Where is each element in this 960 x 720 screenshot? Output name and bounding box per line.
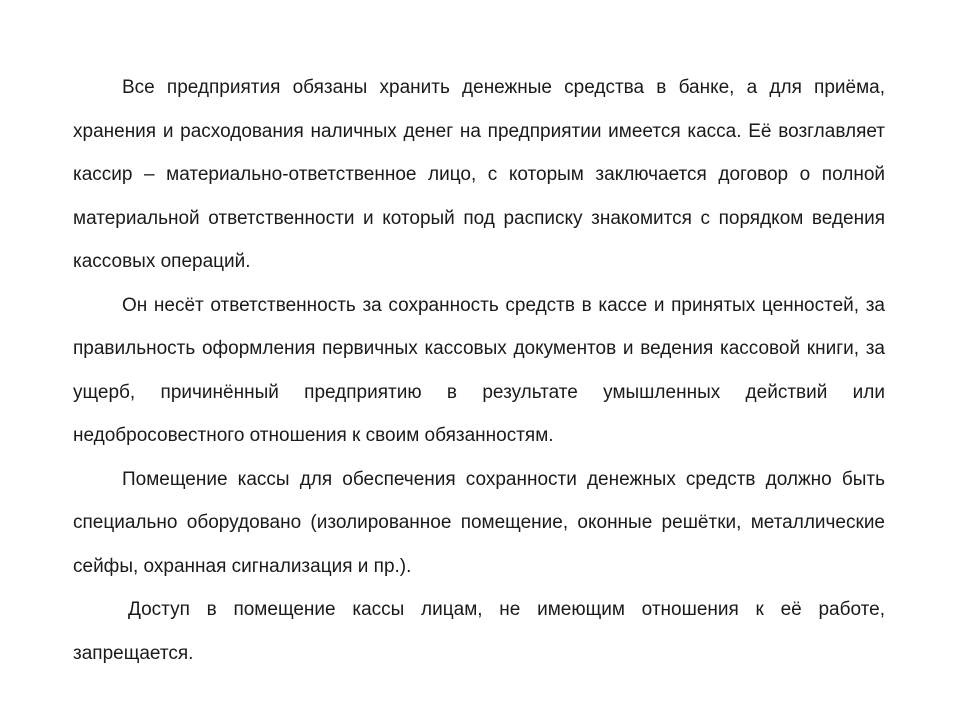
document-body — [73, 66, 885, 675]
paragraph-cashier-responsibility: Он несёт ответственность за сохранность средств в кассе и принятых ценностей, за правильность оформления первичных кассовых документов и ведения кассовой книги, за ущерб, причинённый предприятию в результате умышленных действий или недобросовестного отношения к своим обязанностям. — [73, 294, 885, 446]
paragraph-cash-storage: Все предприятия обязаны хранить денежные средства в банке, а для приёма, хранения и расходования наличных денег на предприятии имеется касса. Её возглавляет кассир – материально-ответственное лицо, с которым заключается договор о полной материальной ответственности и который под расписку знакомится с порядком ведения кассовых операций. — [73, 77, 885, 272]
paragraph-cash-room-equipment: Помещение кассы для обеспечения сохранности денежных средств должно быть специально оборудовано (изолированное помещение, оконные решётки, металлические сейфы, охранная сигнализация и пр.). — [73, 468, 885, 577]
paragraph-access-restriction: Доступ в помещение кассы лицам, не имеющим отношения к её работе, запрещается. — [73, 599, 885, 664]
